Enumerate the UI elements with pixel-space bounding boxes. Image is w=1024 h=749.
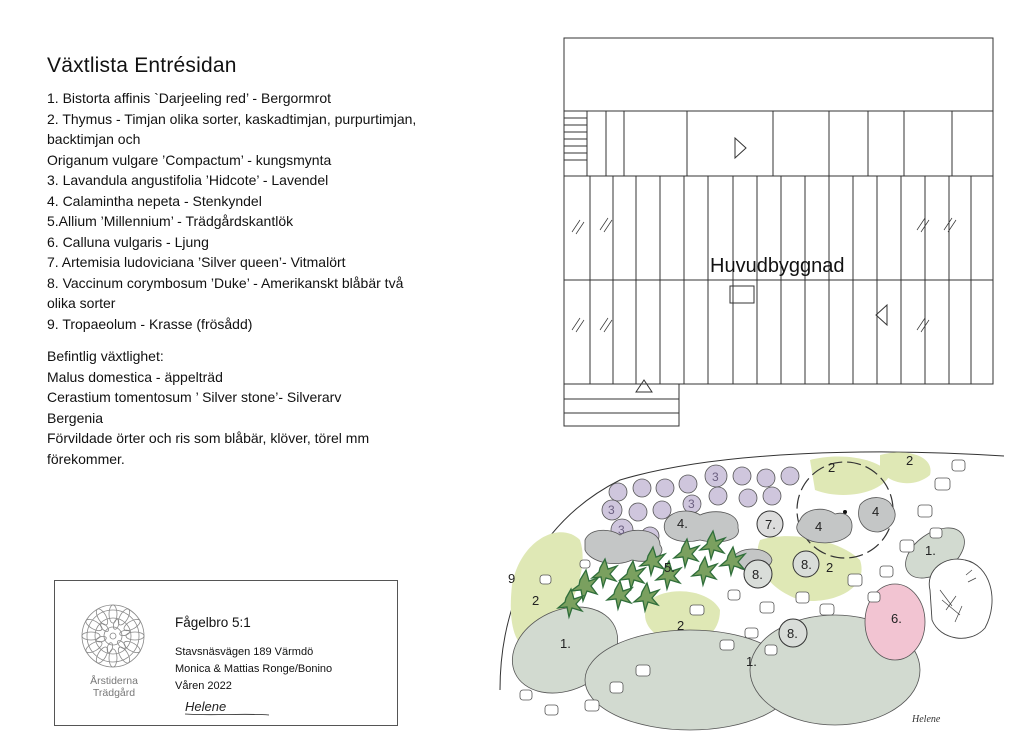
plant-entry-6: 6. Calluna vulgaris - Ljung [47,233,209,250]
label-thyme-3: 2 [826,560,834,575]
label-lavender-3: 3 [618,523,625,537]
building-label: Huvudbyggnad [710,255,845,277]
label-vaccinium-2: 8. [801,557,812,572]
plant-entry-8-cont: olika sorter [47,295,116,311]
label-bistorta-3: 1. [925,543,936,558]
svg-text:Helene: Helene [185,699,227,714]
existing-cerastium: Cerastium tomentosum ’ Silver stone’- Silverarv [47,389,342,405]
existing-heading: Befintlig växtlighet: [47,348,164,364]
plant-entry-1: 1. Bistorta affinis `Darjeeling red’ - Bergormrot [47,90,331,106]
project-owners: Monica & Mattias Ronge/Bonino [175,663,333,675]
label-calluna: 6. [891,611,902,626]
label-lavender-1: 3 [712,470,719,484]
label-bistorta-2: 1. [746,654,757,669]
plant-entry-4: 4. Calamintha nepeta - Stenkyndel [47,192,262,209]
studio-name-line2: Trädgård [92,687,136,699]
plant-list-title: Växtlista Entrésidan [47,54,237,77]
label-tropaeolum: 9 [508,571,516,586]
project-name: Fågelbro 5:1 [175,615,251,630]
label-thyme-1: 2 [532,593,540,608]
label-calamintha-2: 4 [815,519,823,534]
plant-entry-2: 2. Thymus - Timjan olika sorter, kaskadtimjan, purpurtimjan, [47,110,417,127]
label-artemisia: 7. [765,517,776,532]
plant-entry-3: 3. Lavandula angustifolia ’Hidcote’ - Lavendel [47,172,329,188]
existing-bergenia: Bergenia [47,409,104,426]
existing-wild-herbs-cont: förekommer. [47,450,125,467]
studio-name-line1: Årstiderna [90,675,138,687]
main-building [564,38,993,426]
plant-entry-5: 5.Allium ’Millennium’ - Trädgårdskantlök [47,213,294,229]
label-allium: 5. [664,560,675,575]
label-thyme-2: 2 [677,618,685,633]
label-bistorta-1: 1. [560,636,571,651]
label-calamintha-3: 4 [872,504,880,519]
label-calamintha-1: 4. [677,516,688,531]
label-thyme-5: 2 [906,453,914,468]
plant-entry-8: 8. Vaccinum corymbosum ’Duke’ - Amerikanskt blåbär två [47,274,404,291]
project-season: Våren 2022 [175,680,232,692]
project-address: Stavsnäsvägen 189 Värmdö [175,646,314,658]
plant-entry-7: 7. Artemisia ludoviciana ’Silver queen’- Vitmalört [47,254,346,270]
label-vaccinium-1: 8. [752,567,763,582]
plant-entry-9: 9. Tropaeolum - Krasse (frösådd) [47,315,253,332]
label-thyme-4: 2 [828,460,836,475]
plant-entry-2-origanum: Origanum vulgare ’Compactum’ - kungsmynta [47,151,332,168]
plan-signature: Helene [912,714,941,725]
label-lavender-2: 3 [608,503,615,517]
rock-boulder [929,559,992,638]
existing-malus: Malus domestica - äppelträd [47,368,223,385]
plant-entry-2-cont: backtimjan och [47,131,141,147]
existing-wild-herbs: Förvildade örter och ris som blåbär, klöver, törel mm [47,430,370,446]
label-lavender-4: 3 [688,497,695,511]
label-vaccinium-3: 8. [787,626,798,641]
